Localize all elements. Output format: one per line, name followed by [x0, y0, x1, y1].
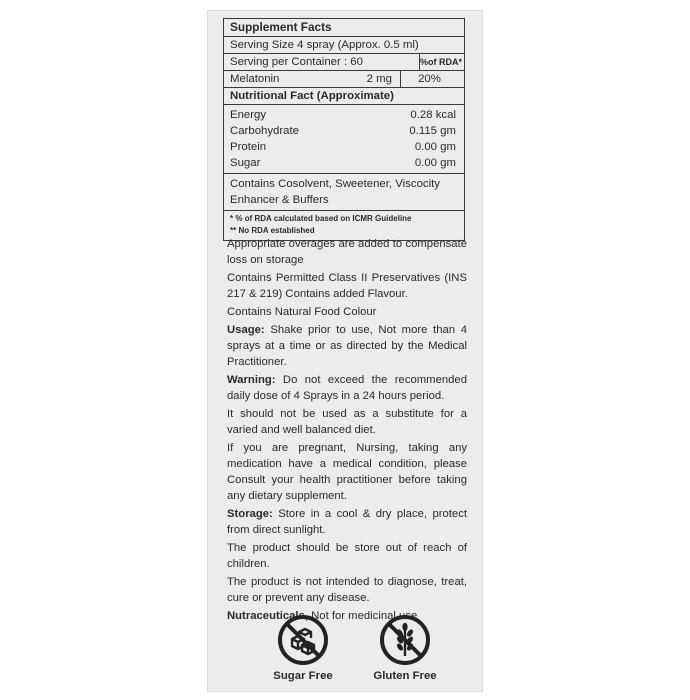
gluten-free-badge: [365, 614, 445, 682]
footnote-rda: * % of RDA calculated based on ICMR Guideline: [230, 214, 412, 223]
melatonin-amount: 2 mg: [352, 71, 401, 87]
label-body-text: [227, 236, 467, 626]
wheat-crossed-icon: [379, 614, 431, 666]
nutrient-value: 0.00 gm: [414, 141, 456, 153]
sugar-free-label: Sugar Free: [273, 670, 333, 682]
nutrient-value: 0.00 gm: [414, 157, 456, 169]
usage-label: Usage:: [227, 324, 265, 336]
nutrient-name: Energy: [230, 109, 267, 121]
nutrient-name: Sugar: [230, 157, 261, 169]
storage-label: Storage:: [227, 508, 273, 520]
warning-section: [227, 372, 467, 404]
usage-section: [227, 322, 467, 370]
substitute-note: It should not be used as a substitute for a varied and well balanced diet.: [227, 408, 467, 436]
rda-header: %of RDA*: [419, 54, 458, 70]
supplement-facts-title: Supplement Facts: [224, 19, 464, 37]
nutrition-list: [224, 105, 464, 174]
nutraceuticals-label: Nutraceuticals,: [227, 610, 308, 622]
nutrition-row: [230, 155, 458, 171]
nutraceuticals-text: Not for medicinal use: [308, 610, 418, 622]
nutritional-fact-title: Nutritional Fact (Approximate): [224, 88, 464, 105]
serving-per-container: Serving per Container : 60: [230, 56, 363, 68]
storage-text: Store in a cool & dry place, protect from direct sunlight.: [227, 508, 467, 536]
melatonin-name: Melatonin: [230, 73, 280, 85]
serving-size: Serving Size 4 spray (Approx. 0.5 ml): [224, 37, 464, 54]
contains-note: Contains Cosolvent, Sweetener, Viscocity Enhancer & Buffers: [224, 174, 464, 211]
sugar-cubes-crossed-icon: [277, 614, 329, 666]
badges: [253, 614, 469, 690]
sugar-free-badge: [263, 614, 343, 682]
nutrition-row: [230, 123, 458, 139]
nutrient-value: 0.115 gm: [409, 125, 456, 137]
nutrition-row: [230, 107, 458, 123]
nutrient-value: 0.28 kcal: [410, 109, 456, 121]
gluten-free-label: Gluten Free: [373, 670, 437, 682]
preservatives-note: Contains Permitted Class II Preservatives (INS 217 & 219) Contains added Flavour.: [227, 272, 467, 300]
nutrition-row: [230, 139, 458, 155]
warning-label: Warning:: [227, 374, 276, 386]
colour-note: Contains Natural Food Colour: [227, 306, 377, 318]
pregnancy-note: If you are pregnant, Nursing, taking any medication have a medical condition, please Consult your health practitioner before taking any dietary supplement.: [227, 442, 467, 502]
children-note: The product should be store out of reach of children.: [227, 542, 467, 570]
footnote-no-rda: ** No RDA established: [230, 226, 315, 235]
warning-text: Do not exceed the recommended daily dose of 4 Sprays in a 24 hours period.: [227, 374, 467, 402]
overages-note: Appropriate overages are added to compensate loss on storage: [227, 238, 467, 266]
usage-text: Shake prior to use, Not more than 4 sprays at a time or as directed by the Medical Practitioner.: [227, 324, 467, 368]
melatonin-row: [224, 71, 464, 88]
storage-section: [227, 506, 467, 538]
serving-per-container-row: [224, 54, 464, 71]
disease-disclaimer: The product is not intended to diagnose, treat, cure or prevent any disease.: [227, 576, 467, 604]
nutrient-name: Protein: [230, 141, 267, 153]
supplement-facts-table: [223, 18, 465, 241]
melatonin-rda: 20%: [418, 73, 441, 85]
nutrient-name: Carbohydrate: [230, 125, 300, 137]
